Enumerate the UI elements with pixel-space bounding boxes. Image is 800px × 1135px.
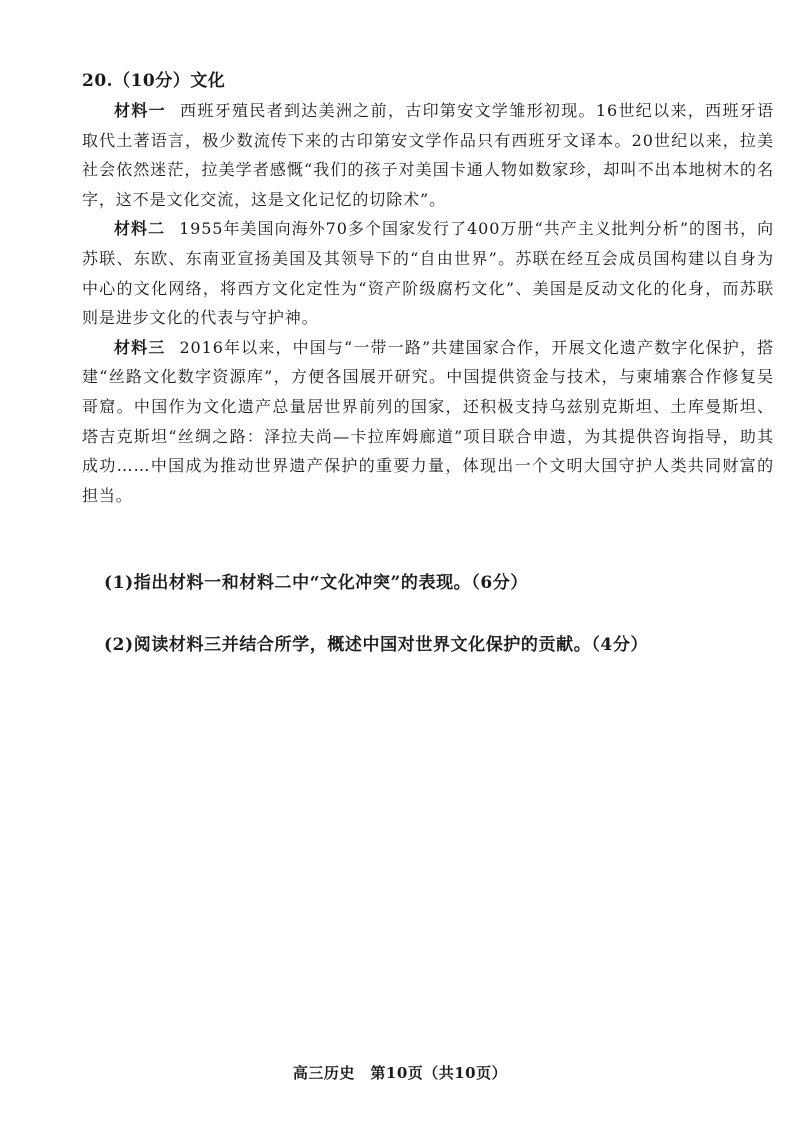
sub-question-1: (1)指出材料一和材料二中“文化冲突”的表现。（6分） <box>104 573 528 593</box>
material-2-text: 1955年美国向海外70多个国家发行了400万册“共产主义批判分析”的图书，向苏联、东欧、东南亚宣扬美国及其领导下的“自由世界”。苏联在经互会成员国构建以自身为中心的文化网络，将西方文化定性为“资产阶级腐朽文化”、美国是反动文化的化身，而苏联则是进步文化的代表与守护神。 <box>82 219 774 328</box>
material-3-label: 材料三 <box>114 337 166 357</box>
materials-block <box>82 96 774 510</box>
question-header: 20.（10分）文化 <box>82 71 226 91</box>
material-2-label: 材料二 <box>114 219 166 239</box>
page-footer: 高三历史 第10页（共10页） <box>292 1064 508 1082</box>
material-2 <box>82 214 774 332</box>
material-1-text: 西班牙殖民者到达美洲之前，古印第安文学雏形初现。16世纪以来，西班牙语取代土著语言，极少数流传下来的古印第安文学作品只有西班牙文译本。20世纪以来，拉美社会依然迷茫，拉美学者感慨“我们的孩子对美国卡通人物如数家珍，却叫不出本地树木的名字，这不是文化交流，这是文化记忆的切除术”。 <box>82 101 774 209</box>
material-3-text: 2016年以来，中国与“一带一路”共建国家合作，开展文化遗产数字化保护，搭建“丝路文化数字资源库”，方便各国展开研究。中国提供资金与技术，与柬埔寨合作修复吴哥窟。中国作为文化遗产总量居世界前列的国家，还积极支持乌兹别克斯坦、土库曼斯坦、塔吉克斯坦“丝绸之路：泽拉夫尚—卡拉库姆廊道”项目联合申遗，为其提供咨询指导，助其成功……中国成为推动世界遗产保护的重要力量，体现出一个文明大国守护人类共同财富的担当。 <box>82 337 774 505</box>
material-3 <box>82 333 774 511</box>
material-1-label: 材料一 <box>114 101 166 120</box>
sub-question-2: (2)阅读材料三并结合所学，概述中国对世界文化保护的贡献。（4分） <box>104 635 649 655</box>
material-1 <box>82 96 774 214</box>
